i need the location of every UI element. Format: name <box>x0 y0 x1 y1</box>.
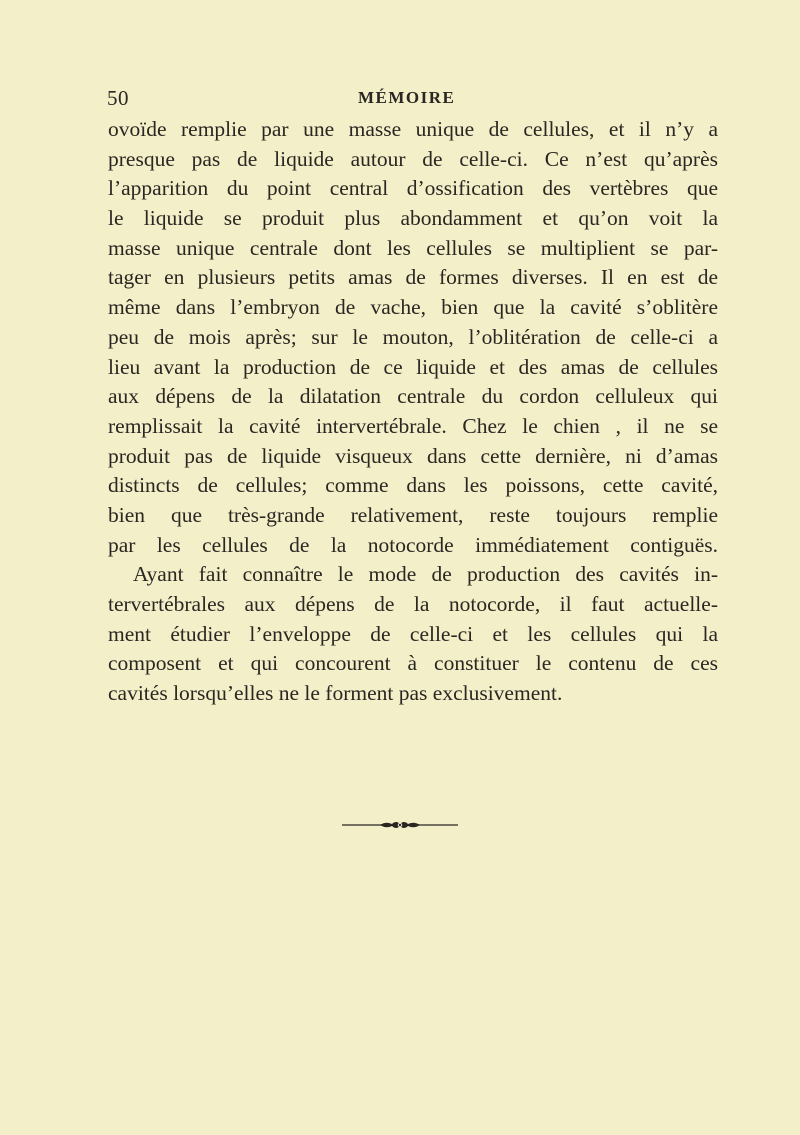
text-line: ment étudier l’enveloppe de celle-ci et les cellules qui la <box>108 621 718 646</box>
text-line: composent et qui concourent à constituer le contenu de ces <box>108 651 718 676</box>
text-line: aux dépens de la dilatation centrale du cordon celluleux qui <box>108 384 718 409</box>
page-number: 50 <box>107 86 129 110</box>
text-line: tager en plusieurs petits amas de formes diverses. Il en est de <box>108 265 718 290</box>
text-line: presque pas de liquide autour de celle-ci. Ce n’est qu’après <box>108 146 718 171</box>
text-line: peu de mois après; sur le mouton, l’oblitération de celle-ci a <box>108 324 718 349</box>
text-line: même dans l’embryon de vache, bien que la cavité s’oblitère <box>108 295 718 320</box>
text-line: l’apparition du point central d’ossification des vertèbres que <box>108 176 718 201</box>
running-title: MÉMOIRE <box>358 88 456 107</box>
text-line: bien que très-grande relativement, reste toujours remplie <box>108 502 718 527</box>
text-line: lieu avant la production de ce liquide et des amas de cellules <box>108 354 718 379</box>
text-line: tervertébrales aux dépens de la notocorde, il faut actuelle- <box>108 592 718 616</box>
text-line: distincts de cellules; comme dans les poissons, cette cavité, <box>108 473 718 498</box>
body-text <box>108 115 718 709</box>
text-line: par les cellules de la notocorde immédiatement contiguës. <box>108 532 718 557</box>
text-line: masse unique centrale dont les cellules se multiplient se par- <box>108 235 718 260</box>
text-line: remplissait la cavité intervertébrale. Chez le chien , il ne se <box>108 413 718 438</box>
text-line: cavités lorsqu’elles ne le forment pas exclusivement. <box>108 681 563 706</box>
text-line: le liquide se produit plus abondamment et qu’on voit la <box>108 206 718 231</box>
text-line: produit pas de liquide visqueux dans cette dernière, ni d’amas <box>108 443 718 468</box>
paragraph-start-line: Ayant fait connaître le mode de production des cavités in- <box>133 562 718 587</box>
tailpiece-ornament-icon <box>340 818 460 832</box>
text-line: ovoïde remplie par une masse unique de cellules, et il n’y a <box>108 117 718 141</box>
